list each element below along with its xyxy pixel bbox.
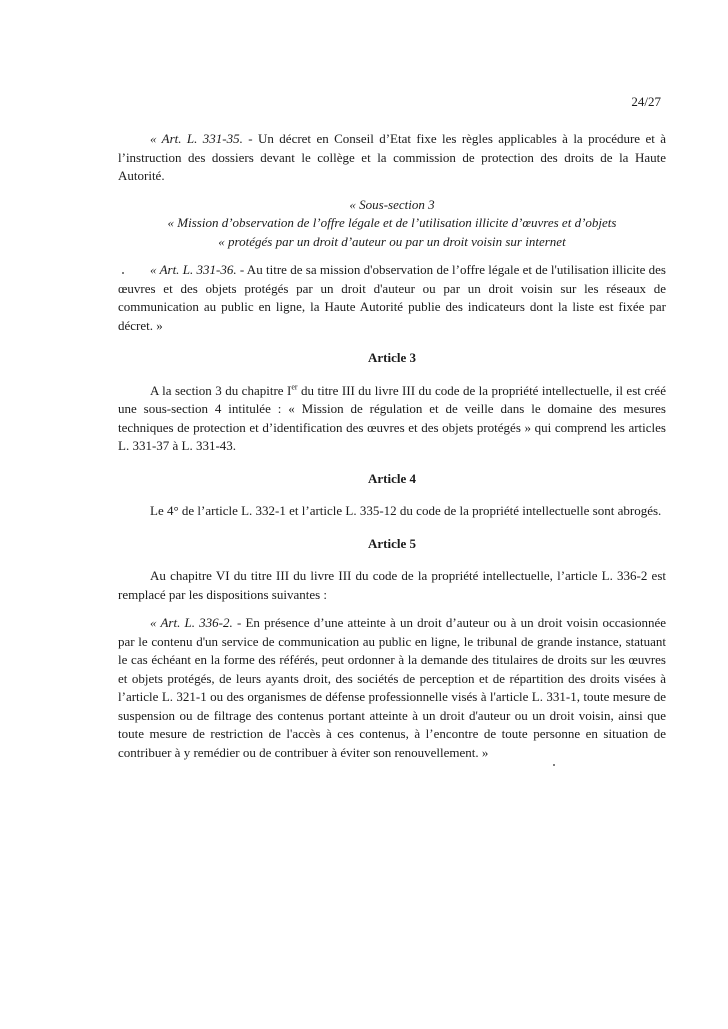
- superscript-er: er: [291, 382, 298, 392]
- scan-speck: [553, 764, 555, 766]
- article-4-text: Le 4° de l’article L. 332-1 et l’article L. 335-12 du code de la propriété intellectuelle sont abrogés.: [150, 503, 662, 518]
- article-5-heading: Article 5: [367, 535, 416, 551]
- subsection-title-line-2: « protégés par un droit d’auteur ou par un droit voisin sur internet: [218, 233, 566, 249]
- page-number: 24/27: [631, 94, 661, 109]
- article-reference: « Art. L. 336-2.: [150, 615, 233, 630]
- article-5-text: Au chapitre VI du titre III du livre III du code de la propriété intellectuelle, l’article L. 336-2 est remplacé par les dispositions suivantes :: [118, 568, 666, 602]
- article-3-text: [118, 382, 666, 456]
- article-3-heading: Article 3: [367, 350, 416, 365]
- paragraph-text: - En présence d’une atteinte à un droit d’auteur ou à un droit voisin occasionnée par le contenu d'un service de communication au public en ligne, le tribunal de grande instance, statuant le cas échéant en la forme des référés, peut ordonner à la demande des titulaires de droits sur les œuvres et objets protégés, de leurs ayants droit, des sociétés de perception et de répartition des droits visées à l’article L. 321-1 ou des organismes de défense professionnelle visés à l'article L. 331-1, toute mesure de suspension ou de filtrage des contenus portant atteinte à un droit d'auteur ou un droit voisin, ainsi que toute mesure de restriction de l'accès à ces contenus, à l’encontre de toute personne en situation de contribuer à y remédier ou de contribuer à éviter son renouvellement. »: [118, 615, 666, 760]
- paragraph-text: - Un décret en Conseil d’Etat fixe les règles applicables à la procédure et à l’instruction des dossiers devant le collège et la commission de protection des droits de la Haute Autorité.: [118, 131, 667, 183]
- article-3-text-end: du titre III du livre III du code de la propriété intellectuelle, il est créé une sous-section 4 intitulée : « Mission de régulation et de veille dans le domaine des mesures techniques de protection et d’identification des œuvres et des objets protégés » qui comprend les articles L. 331-37 à L. 331-43.: [118, 382, 666, 453]
- article-reference: « Art. L. 331-35.: [150, 131, 243, 146]
- paragraph-art-l-331-35: [118, 130, 666, 186]
- document-body: [118, 130, 666, 762]
- subsection-title-line-1: « Mission d’observation de l’offre légale et de l’utilisation illicite d’œuvres et d’objets: [167, 215, 617, 230]
- subsection-heading: « Sous-section 3: [349, 196, 435, 212]
- article-reference: « Art. L. 331-36.: [150, 262, 237, 277]
- paragraph-text: - Au titre de sa mission d'observation de l’offre légale et de l'utilisation illicite des œuvres et des objets protégés par un droit d'auteur ou par un droit voisin sur les réseaux de communication au public en ligne, la Haute Autorité publie des indicateurs dont la liste est fixée par décret. »: [118, 262, 666, 333]
- article-3-text-start: A la section 3 du chapitre I: [150, 382, 292, 398]
- article-4-heading: Article 4: [367, 470, 416, 486]
- paragraph-art-l-331-36: [118, 261, 666, 335]
- paragraph-art-l-336-2: [118, 614, 666, 762]
